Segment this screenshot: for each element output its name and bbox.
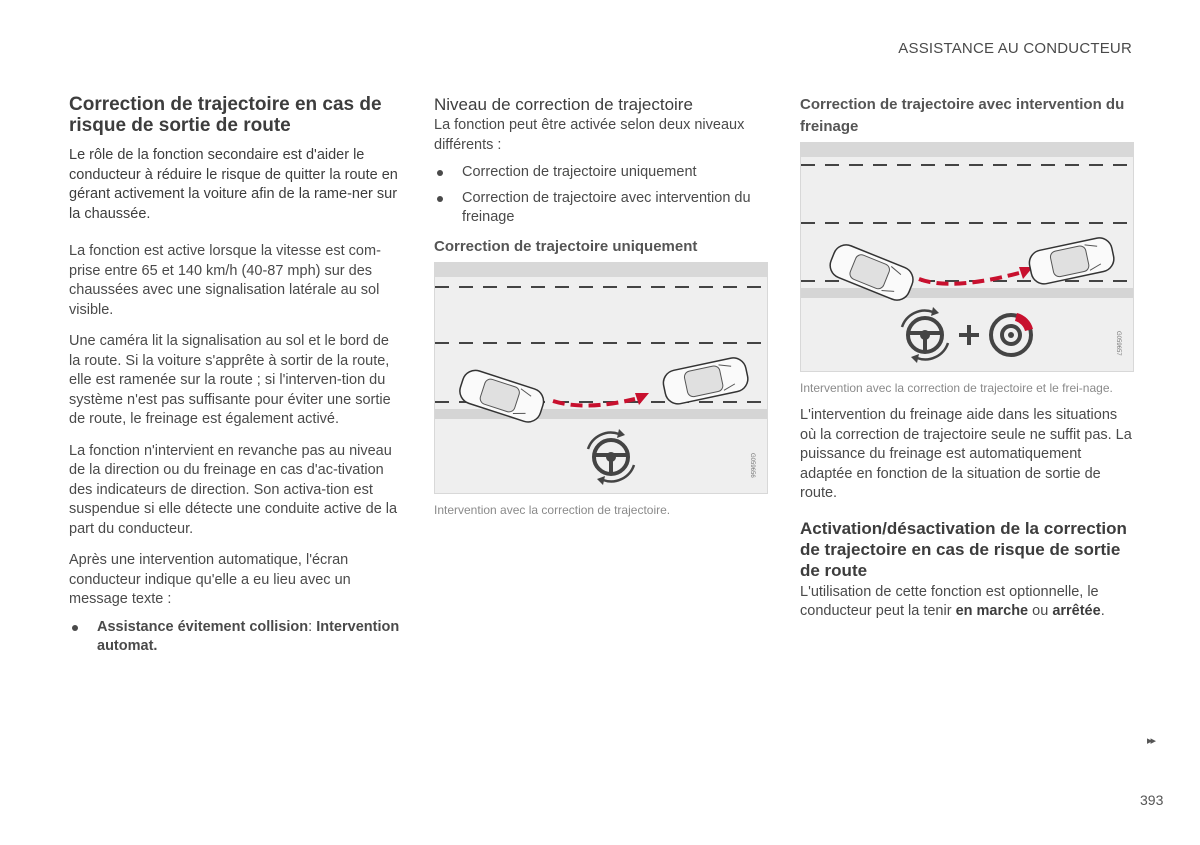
paragraph-braking: L'intervention du freinage aide dans les situations où la correction de trajectoire seule ne suffit pas. La puissance du freinage est automatiquement adaptée en fonction de la situation de sortie de route. [800,407,1132,501]
column-right [800,94,1133,622]
message-text-part2: Intervention automat. [97,618,400,654]
list-item: Correction de trajectoire uniquement [434,163,768,183]
activation-title: Activation/désactivation de la correction de trajectoire en cas de risque de sortie de route [800,518,1127,580]
message-list [69,618,401,657]
steering-wheel-icon [902,307,948,363]
paragraph-speed: La fonction est active lorsque la vitesse est com-prise entre 65 et 140 km/h (40-87 mph) sur des chaussées avec une signalisation latérale au sol visible. [69,243,381,318]
figure-subtitle: Correction de trajectoire uniquement [434,237,698,255]
intro-paragraph: Le rôle de la fonction secondaire est d'aider le conducteur à réduire le risque de quitter la route en gérant activement la voiture afin de la rame-ner sur la chaussée. [69,147,398,222]
activation-text-end: . [1100,603,1105,619]
section-title: Correction de trajectoire en cas de risque de sortie de route [69,94,382,136]
figure-steering-only [434,262,768,494]
figure-id: G059656 [749,452,755,478]
page-number: 393 [1140,792,1164,808]
figure-id: G059657 [1115,331,1121,356]
message-text-part1: Assistance évitement collision [97,618,309,635]
road-illustration [435,263,767,493]
plus-icon [959,325,979,345]
setting-off: arrêtée [1052,603,1101,619]
column-left [69,94,401,657]
paragraph-activation [800,583,1133,622]
section-header: ASSISTANCE AU CONDUCTEUR [898,40,1132,57]
activation-text-mid: ou [1028,603,1053,619]
levels-list [434,163,768,228]
car-icon [1027,236,1116,287]
column-middle [434,94,768,518]
continue-arrows-icon: ▸▸ [1147,735,1155,747]
setting-on: en marche [955,603,1029,619]
paragraph-camera: Une caméra lit la signalisation au sol et le bord de la route. Si la voiture s'apprête à sortir de la route, elle est ramenée sur la route ; si l'interven-tion du système n'est pas suffisante pour éviter une sortie de route, le freinage est également activé. [69,333,391,427]
list-item [69,618,401,657]
figure-subtitle: Correction de trajectoire avec intervention du freinage [800,96,1125,135]
figure-caption: Intervention avec la correction de trajectoire et le frei-nage. [800,381,1113,395]
activation-text: L'utilisation de cette fonction est optionnelle, le conducteur peut la tenir [800,583,1099,619]
road-illustration [801,143,1133,371]
list-item: Correction de trajectoire avec intervention du freinage [434,189,768,228]
steering-wheel-icon [588,429,634,485]
levels-intro: La fonction peut être activée selon deux niveaux différents : [434,117,745,153]
figure-caption: Intervention avec la correction de trajectoire. [434,502,671,517]
brake-disc-icon [991,313,1033,355]
paragraph-message: Après une intervention automatique, l'écran conducteur indique qu'elle a eu lieu avec un message texte : [69,552,351,607]
figure-steering-braking [800,142,1134,372]
levels-title: Niveau de correction de trajectoire [434,95,693,114]
message-separator: : [308,618,317,635]
paragraph-indicators: La fonction n'intervient en revanche pas au niveau de la direction ou du freinage en cas d'ac-tivation des indicateurs de direction. Son activa-tion est suspendue si elle détecte une conduite active de la part du conducteur. [69,442,398,537]
car-icon [661,355,750,406]
